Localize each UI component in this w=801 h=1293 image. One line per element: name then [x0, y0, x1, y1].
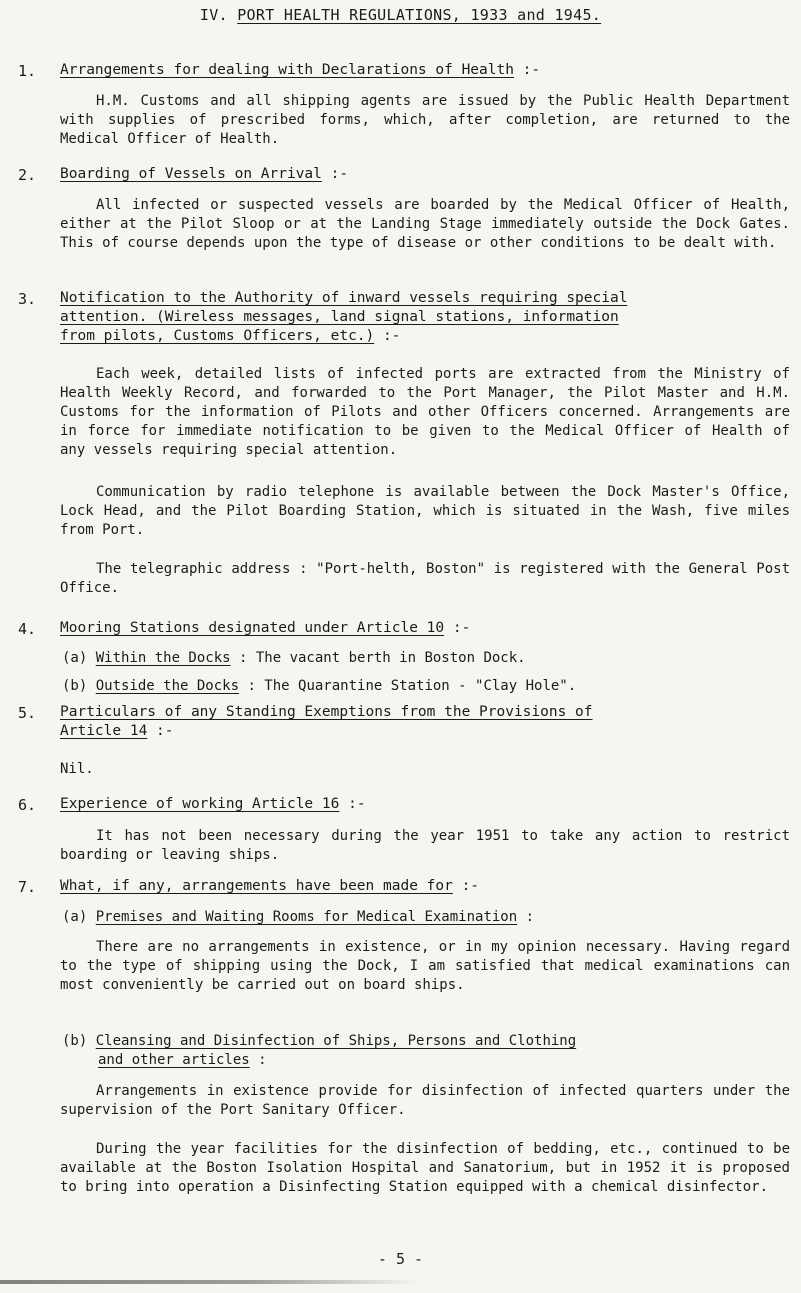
section-paragraph: Each week, detailed lists of infected ports are extracted from the Ministry of Health Weekly Record, and forwarded to the Port Manager, the Pilot Master and H.M. Customs for the information of Pilots and other Officers concerned. Arrangements are in force for immediate notification to be given to the Medical Officer of Health of any vessels requiring special attention. [60, 366, 790, 458]
scan-edge-shadow [0, 1280, 420, 1284]
section-paragraph: Communication by radio telephone is available between the Dock Master's Office, Lock Head, and the Pilot Boarding Station, which is situated in the Wash, five miles from Port. [60, 484, 790, 538]
section-number: 4. [18, 620, 37, 638]
subsection-a-heading: (a) Premises and Waiting Rooms for Medical Examination : [62, 909, 535, 925]
section-number: 5. [18, 704, 37, 722]
section-paragraph: Nil. [60, 761, 94, 777]
heading-prefix: IV. [199, 6, 238, 24]
section-number: 7. [18, 878, 37, 896]
section-heading-line-2: Article 14 :- [60, 723, 174, 739]
section-heading: Boarding of Vessels on Arrival :- [60, 166, 349, 182]
section-heading: Arrangements for dealing with Declarations of Health :- [60, 62, 541, 78]
section-heading-line-1: Notification to the Authority of inward vessels requiring special [60, 290, 628, 306]
page-heading [0, 6, 801, 24]
section-heading: What, if any, arrangements have been made for :- [60, 878, 480, 894]
section-paragraph: The telegraphic address : "Port-helth, Boston" is registered with the General Post Office. [60, 561, 790, 596]
section-paragraph: All infected or suspected vessels are boarded by the Medical Officer of Health, either at the Pilot Sloop or at the Landing Stage immediately outside the Dock Gates. This of course depends upon the type of disease or other conditions to be dealt with. [60, 197, 790, 251]
subsection-b-paragraph: Arrangements in existence provide for disinfection of infected quarters under the supervision of the Port Sanitary Officer. [60, 1083, 790, 1118]
section-number: 1. [18, 62, 37, 80]
section-heading-line-3: from pilots, Customs Officers, etc.) :- [60, 328, 401, 344]
section-heading: Experience of working Article 16 :- [60, 796, 366, 812]
mooring-item-b: (b) Outside the Docks : The Quarantine Station - "Clay Hole". [62, 678, 577, 694]
section-number: 2. [18, 166, 37, 184]
mooring-item-a: (a) Within the Docks : The vacant berth in Boston Dock. [62, 650, 526, 666]
section-number: 6. [18, 796, 37, 814]
subsection-a-paragraph: There are no arrangements in existence, or in my opinion necessary. Having regard to the type of shipping using the Dock, I am satisfied that medical examinations can most conveniently be carried out on board ships. [60, 939, 790, 993]
heading-title: PORT HEALTH REGULATIONS, 1933 and 1945. [237, 6, 602, 24]
section-heading: Mooring Stations designated under Article 10 :- [60, 620, 471, 636]
subsection-b-heading-line-2: and other articles : [98, 1052, 267, 1068]
section-number: 3. [18, 290, 37, 308]
section-paragraph: It has not been necessary during the year 1951 to take any action to restrict boarding or leaving ships. [60, 828, 790, 863]
subsection-b-paragraph: During the year facilities for the disinfection of bedding, etc., continued to be available at the Boston Isolation Hospital and Sanatorium, but in 1952 it is proposed to bring into operation a Disinfecting Station equipped with a chemical disinfector. [60, 1141, 790, 1195]
section-heading-line-2: attention. (Wireless messages, land signal stations, information [60, 309, 619, 325]
page-number: - 5 - [377, 1250, 424, 1268]
section-heading-line-1: Particulars of any Standing Exemptions from the Provisions of [60, 704, 593, 720]
section-paragraph: H.M. Customs and all shipping agents are issued by the Public Health Department with supplies of prescribed forms, which, after completion, are returned to the Medical Officer of Health. [60, 93, 790, 147]
subsection-b-heading-line-1: (b) Cleansing and Disinfection of Ships, Persons and Clothing [62, 1033, 577, 1049]
